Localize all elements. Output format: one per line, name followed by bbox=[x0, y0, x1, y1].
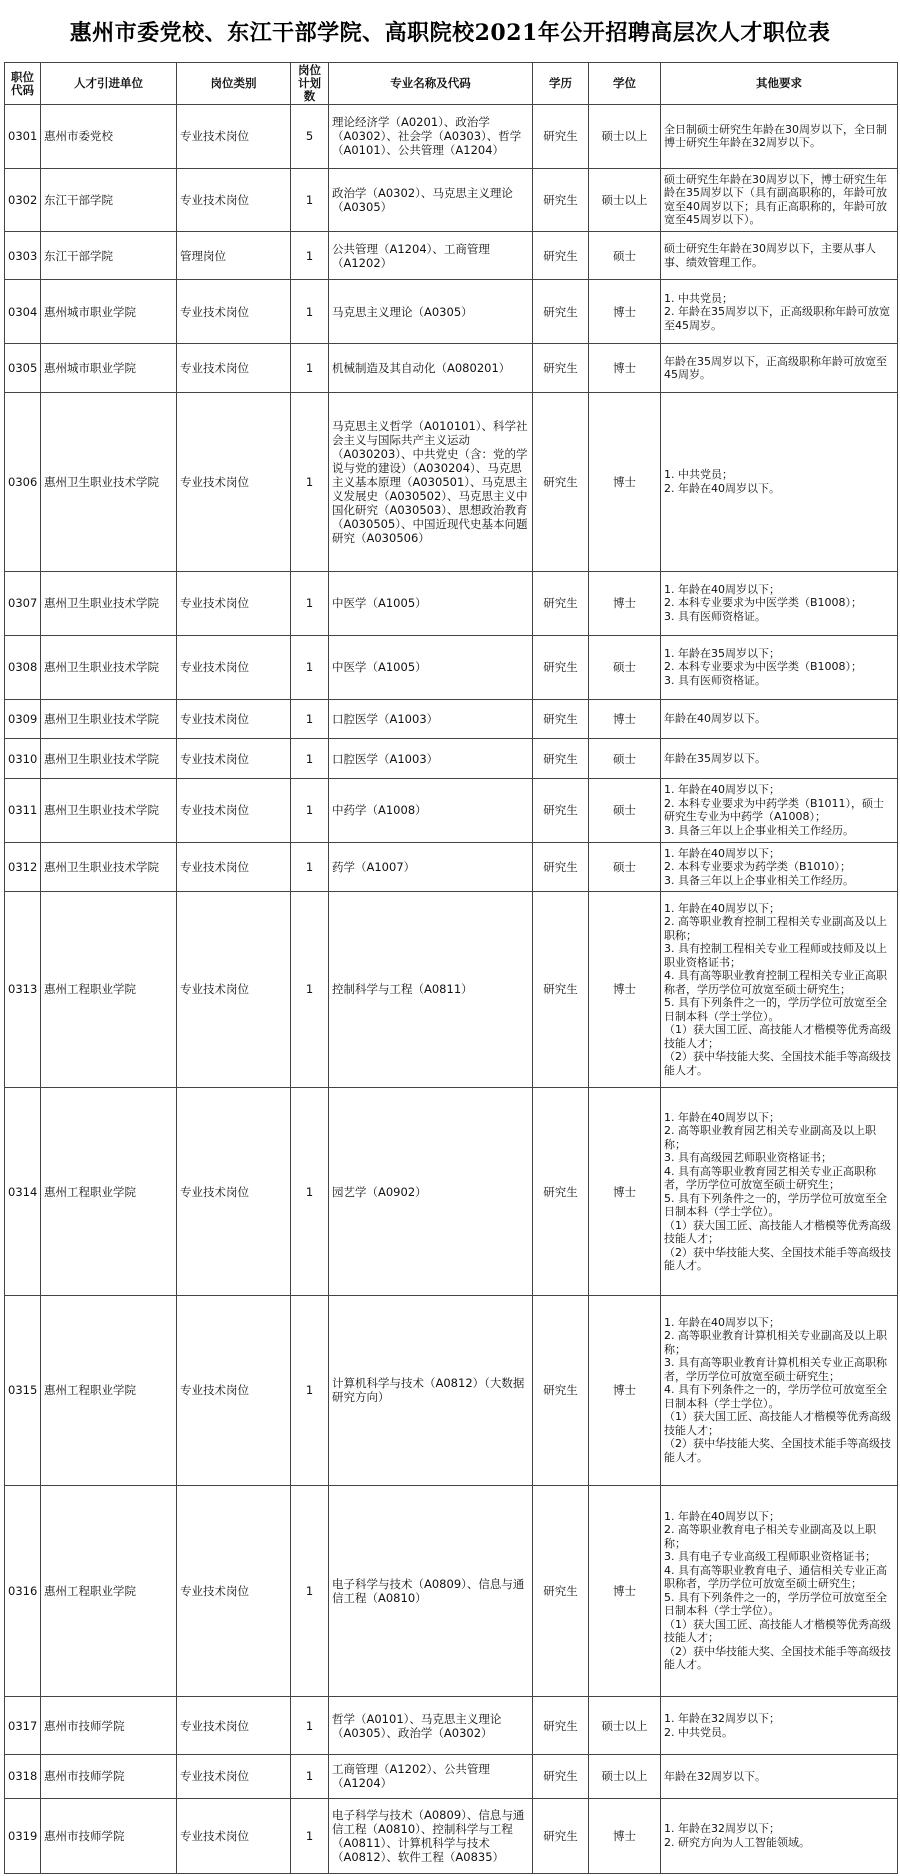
cell-degree: 硕士 bbox=[589, 231, 661, 280]
cell-degree: 博士 bbox=[589, 891, 661, 1088]
table-row bbox=[5, 344, 898, 393]
cell-major: 公共管理（A1204）、工商管理（A1202） bbox=[329, 231, 533, 280]
cell-edu: 研究生 bbox=[533, 231, 589, 280]
cell-requirements: 年龄在40周岁以下。 bbox=[661, 699, 898, 739]
cell-code: 0318 bbox=[5, 1754, 41, 1798]
header-count: 岗位计划数 bbox=[291, 63, 329, 105]
table-row bbox=[5, 635, 898, 699]
cell-edu: 研究生 bbox=[533, 280, 589, 344]
cell-requirements: 1. 年龄在40周岁以下； 2. 高等职业教育电子相关专业副高及以上职称； 3. 具有电子专业高级工程师职业资格证书； 4. 具有高等职业教育电子、通信相关专业正高职称者，学历学位可放宽至硕士研究生； 5. 具有下列条件之一的，学历学位可放宽至全日制本科（学士学位）。 （1）获大国工匠、高技能人才楷模等优秀高级技能人才； （2）获中华技能大奖、全国技术能手等高级技能人才。 bbox=[661, 1485, 898, 1697]
cell-code: 0301 bbox=[5, 105, 41, 169]
cell-major: 工商管理（A1202）、公共管理（A1204） bbox=[329, 1754, 533, 1798]
cell-edu: 研究生 bbox=[533, 699, 589, 739]
table-row bbox=[5, 739, 898, 779]
table-row bbox=[5, 280, 898, 344]
table-row bbox=[5, 392, 898, 571]
cell-degree: 博士 bbox=[589, 1485, 661, 1697]
cell-type: 专业技术岗位 bbox=[177, 168, 291, 231]
cell-major: 药学（A1007） bbox=[329, 842, 533, 891]
cell-type: 专业技术岗位 bbox=[177, 344, 291, 393]
cell-type: 专业技术岗位 bbox=[177, 842, 291, 891]
cell-type: 专业技术岗位 bbox=[177, 779, 291, 843]
cell-code: 0316 bbox=[5, 1485, 41, 1697]
cell-count: 1 bbox=[291, 1295, 329, 1485]
cell-degree: 博士 bbox=[589, 280, 661, 344]
cell-unit: 惠州工程职业学院 bbox=[41, 1485, 177, 1697]
cell-code: 0307 bbox=[5, 571, 41, 635]
cell-unit: 惠州工程职业学院 bbox=[41, 891, 177, 1088]
cell-code: 0314 bbox=[5, 1088, 41, 1295]
cell-edu: 研究生 bbox=[533, 1295, 589, 1485]
cell-count: 5 bbox=[291, 105, 329, 169]
header-degree: 学位 bbox=[589, 63, 661, 105]
cell-degree: 博士 bbox=[589, 1088, 661, 1295]
cell-type: 专业技术岗位 bbox=[177, 891, 291, 1088]
cell-unit: 惠州城市职业学院 bbox=[41, 280, 177, 344]
cell-requirements: 1. 年龄在35周岁以下； 2. 本科专业要求为中医学类（B1008）； 3. 具有医师资格证。 bbox=[661, 635, 898, 699]
table-header-row bbox=[5, 63, 898, 105]
cell-major: 哲学（A0101）、马克思主义理论（A0305）、政治学（A0302） bbox=[329, 1697, 533, 1754]
cell-unit: 东江干部学院 bbox=[41, 231, 177, 280]
header-req: 其他要求 bbox=[661, 63, 898, 105]
header-major: 专业名称及代码 bbox=[329, 63, 533, 105]
cell-unit: 惠州市技师学院 bbox=[41, 1697, 177, 1754]
cell-count: 1 bbox=[291, 231, 329, 280]
cell-degree: 博士 bbox=[589, 1798, 661, 1873]
cell-major: 电子科学与技术（A0809）、信息与通信工程（A0810）、控制科学与工程（A0811）、计算机科学与技术（A0812）、软件工程（A0835） bbox=[329, 1798, 533, 1873]
cell-major: 中药学（A1008） bbox=[329, 779, 533, 843]
cell-type: 专业技术岗位 bbox=[177, 699, 291, 739]
table-body bbox=[5, 105, 898, 1874]
cell-type: 管理岗位 bbox=[177, 231, 291, 280]
cell-count: 1 bbox=[291, 635, 329, 699]
cell-requirements: 硕士研究生年龄在30周岁以下，博士研究生年龄在35周岁以下（具有副高职称的，年龄可放宽至40周岁以下；具有正高职称的，年龄可放宽至45周岁以下）。 bbox=[661, 168, 898, 231]
table-row bbox=[5, 891, 898, 1088]
cell-edu: 研究生 bbox=[533, 1485, 589, 1697]
cell-type: 专业技术岗位 bbox=[177, 739, 291, 779]
cell-degree: 硕士以上 bbox=[589, 105, 661, 169]
table-row bbox=[5, 105, 898, 169]
cell-edu: 研究生 bbox=[533, 392, 589, 571]
cell-type: 专业技术岗位 bbox=[177, 392, 291, 571]
table-row bbox=[5, 1754, 898, 1798]
table-row bbox=[5, 1485, 898, 1697]
table-row bbox=[5, 1798, 898, 1873]
cell-unit: 惠州卫生职业技术学院 bbox=[41, 392, 177, 571]
cell-major: 控制科学与工程（A0811） bbox=[329, 891, 533, 1088]
cell-major: 电子科学与技术（A0809）、信息与通信工程（A0810） bbox=[329, 1485, 533, 1697]
cell-type: 专业技术岗位 bbox=[177, 1754, 291, 1798]
cell-edu: 研究生 bbox=[533, 891, 589, 1088]
cell-code: 0303 bbox=[5, 231, 41, 280]
cell-major: 口腔医学（A1003） bbox=[329, 699, 533, 739]
table-row bbox=[5, 168, 898, 231]
cell-major: 中医学（A1005） bbox=[329, 635, 533, 699]
table-row bbox=[5, 779, 898, 843]
cell-major: 中医学（A1005） bbox=[329, 571, 533, 635]
cell-code: 0317 bbox=[5, 1697, 41, 1754]
cell-requirements: 1. 年龄在40周岁以下； 2. 高等职业教育园艺相关专业副高及以上职称； 3. 具有高级园艺师职业资格证书； 4. 具有高等职业教育园艺相关专业正高职称者，学历学位可放宽至硕士研究生； 5. 具有下列条件之一的，学历学位可放宽至全日制本科（学士学位）。 （1）获大国工匠、高技能人才楷模等优秀高级技能人才； （2）获中华技能大奖、全国技术能手等高级技能人才。 bbox=[661, 1088, 898, 1295]
cell-major: 园艺学（A0902） bbox=[329, 1088, 533, 1295]
cell-edu: 研究生 bbox=[533, 779, 589, 843]
header-edu: 学历 bbox=[533, 63, 589, 105]
table-row bbox=[5, 571, 898, 635]
cell-degree: 博士 bbox=[589, 699, 661, 739]
cell-major: 机械制造及其自动化（A080201） bbox=[329, 344, 533, 393]
cell-count: 1 bbox=[291, 1697, 329, 1754]
cell-edu: 研究生 bbox=[533, 635, 589, 699]
cell-edu: 研究生 bbox=[533, 1798, 589, 1873]
cell-code: 0313 bbox=[5, 891, 41, 1088]
cell-degree: 硕士以上 bbox=[589, 168, 661, 231]
cell-unit: 惠州城市职业学院 bbox=[41, 344, 177, 393]
cell-unit: 惠州卫生职业技术学院 bbox=[41, 739, 177, 779]
cell-count: 1 bbox=[291, 280, 329, 344]
cell-count: 1 bbox=[291, 779, 329, 843]
cell-major: 计算机科学与技术（A0812）（大数据研究方向） bbox=[329, 1295, 533, 1485]
cell-requirements: 年龄在35周岁以下。 bbox=[661, 739, 898, 779]
cell-major: 理论经济学（A0201）、政治学（A0302）、社会学（A0303）、哲学（A0101）、公共管理（A1204） bbox=[329, 105, 533, 169]
cell-unit: 惠州市技师学院 bbox=[41, 1798, 177, 1873]
cell-type: 专业技术岗位 bbox=[177, 1295, 291, 1485]
cell-code: 0315 bbox=[5, 1295, 41, 1485]
cell-edu: 研究生 bbox=[533, 105, 589, 169]
cell-requirements: 1. 中共党员； 2. 年龄在35周岁以下，正高级职称年龄可放宽至45周岁。 bbox=[661, 280, 898, 344]
cell-unit: 惠州市技师学院 bbox=[41, 1754, 177, 1798]
cell-count: 1 bbox=[291, 1088, 329, 1295]
cell-requirements: 1. 年龄在32周岁以下； 2. 中共党员。 bbox=[661, 1697, 898, 1754]
cell-edu: 研究生 bbox=[533, 168, 589, 231]
cell-type: 专业技术岗位 bbox=[177, 280, 291, 344]
cell-unit: 惠州工程职业学院 bbox=[41, 1295, 177, 1485]
cell-requirements: 1. 年龄在40周岁以下； 2. 本科专业要求为中医学类（B1008）； 3. 具有医师资格证。 bbox=[661, 571, 898, 635]
cell-major: 政治学（A0302）、马克思主义理论（A0305） bbox=[329, 168, 533, 231]
cell-unit: 东江干部学院 bbox=[41, 168, 177, 231]
cell-count: 1 bbox=[291, 344, 329, 393]
table-row bbox=[5, 699, 898, 739]
cell-requirements: 1. 年龄在32周岁以下； 2. 研究方向为人工智能领域。 bbox=[661, 1798, 898, 1873]
cell-code: 0319 bbox=[5, 1798, 41, 1873]
cell-degree: 博士 bbox=[589, 571, 661, 635]
document-title: 惠州市委党校、东江干部学院、高职院校2021年公开招聘高层次人才职位表 bbox=[69, 19, 831, 46]
cell-degree: 博士 bbox=[589, 1295, 661, 1485]
cell-type: 专业技术岗位 bbox=[177, 571, 291, 635]
cell-edu: 研究生 bbox=[533, 1088, 589, 1295]
cell-type: 专业技术岗位 bbox=[177, 1798, 291, 1873]
cell-count: 1 bbox=[291, 168, 329, 231]
cell-requirements: 硕士研究生年龄在30周岁以下，主要从事人事、绩效管理工作。 bbox=[661, 231, 898, 280]
cell-requirements: 年龄在35周岁以下，正高级职称年龄可放宽至45周岁。 bbox=[661, 344, 898, 393]
cell-unit: 惠州市委党校 bbox=[41, 105, 177, 169]
cell-edu: 研究生 bbox=[533, 344, 589, 393]
cell-degree: 硕士 bbox=[589, 635, 661, 699]
cell-requirements: 全日制硕士研究生年龄在30周岁以下，全日制博士研究生年龄在32周岁以下。 bbox=[661, 105, 898, 169]
cell-unit: 惠州卫生职业技术学院 bbox=[41, 635, 177, 699]
cell-unit: 惠州工程职业学院 bbox=[41, 1088, 177, 1295]
table-row bbox=[5, 1697, 898, 1754]
header-code: 职位代码 bbox=[5, 63, 41, 105]
cell-degree: 硕士 bbox=[589, 842, 661, 891]
cell-count: 1 bbox=[291, 842, 329, 891]
cell-requirements: 1. 年龄在40周岁以下； 2. 本科专业要求为中药学类（B1011），硕士研究生专业为中药学（A1008）； 3. 具备三年以上企事业相关工作经历。 bbox=[661, 779, 898, 843]
cell-unit: 惠州卫生职业技术学院 bbox=[41, 571, 177, 635]
header-type: 岗位类别 bbox=[177, 63, 291, 105]
cell-count: 1 bbox=[291, 571, 329, 635]
cell-degree: 硕士 bbox=[589, 779, 661, 843]
cell-code: 0305 bbox=[5, 344, 41, 393]
cell-edu: 研究生 bbox=[533, 739, 589, 779]
header-unit: 人才引进单位 bbox=[41, 63, 177, 105]
cell-type: 专业技术岗位 bbox=[177, 1697, 291, 1754]
cell-degree: 博士 bbox=[589, 344, 661, 393]
cell-requirements: 1. 中共党员； 2. 年龄在40周岁以下。 bbox=[661, 392, 898, 571]
cell-count: 1 bbox=[291, 1754, 329, 1798]
table-row bbox=[5, 231, 898, 280]
cell-code: 0304 bbox=[5, 280, 41, 344]
cell-count: 1 bbox=[291, 739, 329, 779]
cell-requirements: 年龄在32周岁以下。 bbox=[661, 1754, 898, 1798]
cell-degree: 博士 bbox=[589, 392, 661, 571]
cell-count: 1 bbox=[291, 392, 329, 571]
cell-edu: 研究生 bbox=[533, 842, 589, 891]
table-row bbox=[5, 842, 898, 891]
cell-unit: 惠州卫生职业技术学院 bbox=[41, 779, 177, 843]
cell-code: 0310 bbox=[5, 739, 41, 779]
cell-count: 1 bbox=[291, 1798, 329, 1873]
cell-major: 口腔医学（A1003） bbox=[329, 739, 533, 779]
cell-degree: 硕士 bbox=[589, 739, 661, 779]
cell-type: 专业技术岗位 bbox=[177, 635, 291, 699]
table-row bbox=[5, 1088, 898, 1295]
cell-degree: 硕士以上 bbox=[589, 1697, 661, 1754]
cell-major: 马克思主义理论（A0305） bbox=[329, 280, 533, 344]
cell-code: 0309 bbox=[5, 699, 41, 739]
cell-count: 1 bbox=[291, 891, 329, 1088]
cell-requirements: 1. 年龄在40周岁以下； 2. 本科专业要求为药学类（B1010）； 3. 具备三年以上企事业相关工作经历。 bbox=[661, 842, 898, 891]
cell-major: 马克思主义哲学（A010101）、科学社会主义与国际共产主义运动（A030203）、中共党史（含：党的学说与党的建设）（A030204）、马克思主义基本原理（A030501）、马克思主义发展史（A030502）、马克思主义中国化研究（A030503）、思想政治教育（A030505）、中国近现代史基本问题研究（A030506） bbox=[329, 392, 533, 571]
cell-edu: 研究生 bbox=[533, 1754, 589, 1798]
cell-code: 0311 bbox=[5, 779, 41, 843]
table-row bbox=[5, 1295, 898, 1485]
cell-degree: 硕士以上 bbox=[589, 1754, 661, 1798]
cell-type: 专业技术岗位 bbox=[177, 1088, 291, 1295]
cell-code: 0306 bbox=[5, 392, 41, 571]
cell-count: 1 bbox=[291, 1485, 329, 1697]
cell-code: 0308 bbox=[5, 635, 41, 699]
cell-type: 专业技术岗位 bbox=[177, 1485, 291, 1697]
cell-code: 0302 bbox=[5, 168, 41, 231]
cell-requirements: 1. 年龄在40周岁以下； 2. 高等职业教育控制工程相关专业副高及以上职称； 3. 具有控制工程相关专业工程师或技师及以上职业资格证书； 4. 具有高等职业教育控制工程相关专业正高职称者，学历学位可放宽至硕士研究生； 5. 具有下列条件之一的，学历学位可放宽至全日制本科（学士学位）。 （1）获大国工匠、高技能人才楷模等优秀高级技能人才； （2）获中华技能大奖、全国技术能手等高级技能人才。 bbox=[661, 891, 898, 1088]
cell-type: 专业技术岗位 bbox=[177, 105, 291, 169]
cell-code: 0312 bbox=[5, 842, 41, 891]
cell-unit: 惠州卫生职业技术学院 bbox=[41, 842, 177, 891]
cell-unit: 惠州卫生职业技术学院 bbox=[41, 699, 177, 739]
cell-edu: 研究生 bbox=[533, 571, 589, 635]
job-table bbox=[4, 62, 898, 1874]
cell-requirements: 1. 年龄在40周岁以下； 2. 高等职业教育计算机相关专业副高及以上职称； 3. 具有高等职业教育计算机相关专业正高职称者，学历学位可放宽至硕士研究生； 4. 具有下列条件之一的，学历学位可放宽至全日制本科（学士学位）。 （1）获大国工匠、高技能人才楷模等优秀高级技能人才； （2）获中华技能大奖、全国技术能手等高级技能人才。 bbox=[661, 1295, 898, 1485]
cell-edu: 研究生 bbox=[533, 1697, 589, 1754]
cell-count: 1 bbox=[291, 699, 329, 739]
